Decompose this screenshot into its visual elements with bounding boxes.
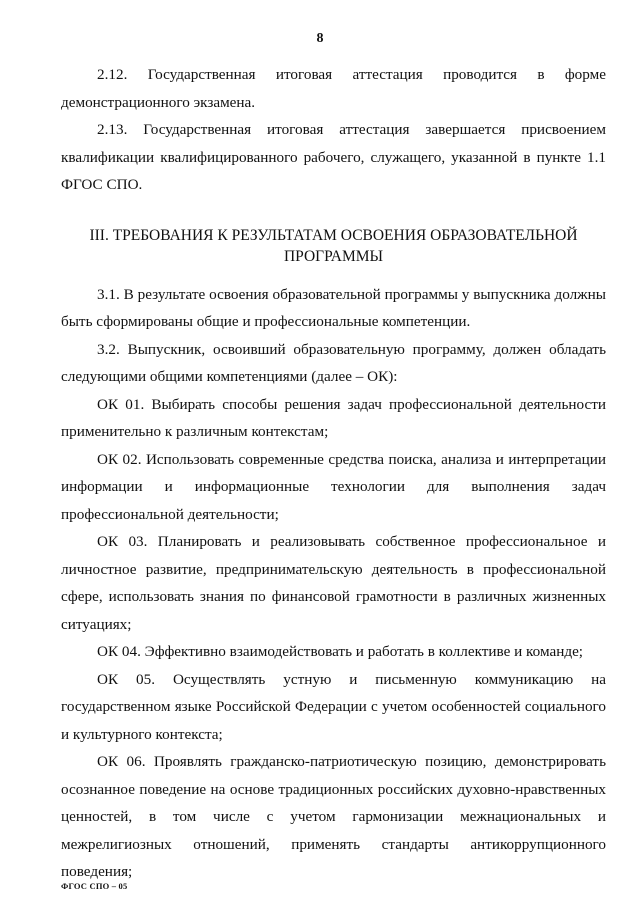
paragraph-3-1: 3.1. В результате освоения образовательной программы у выпускника должны быть сформированы общие и профессиональные компетенции. [61,285,606,330]
section-heading: III. ТРЕБОВАНИЯ К РЕЗУЛЬТАТАМ ОСВОЕНИЯ ОБРАЗОВАТЕЛЬНОЙ ПРОГРАММЫ [89,226,578,265]
page-number: 8 [316,31,324,46]
paragraph-3-2: 3.2. Выпускник, освоивший образовательную программу, должен обладать следующими общими компетенциями (далее – ОК): [61,340,606,385]
competency-ok-05: ОК 05. Осуществлять устную и письменную коммуникацию на государственном языке Российской Федерации с учетом особенностей социального и культурного контекста; [61,670,606,743]
document-body [61,61,606,886]
footer-doc-code: ФГОС СПО – 05 [61,881,128,891]
competency-ok-03: ОК 03. Планировать и реализовывать собственное профессиональное и личностное развитие, предпринимательскую деятельность в профессиональной сфере, использовать знания по финансовой грамотности в различных жизненных ситуациях; [61,533,606,633]
competency-ok-01: ОК 01. Выбирать способы решения задач профессиональной деятельности применительно к различным контекстам; [61,395,606,440]
competency-ok-04: ОК 04. Эффективно взаимодействовать и работать в коллективе и команде; [97,643,584,660]
competency-ok-06: ОК 06. Проявлять гражданско-патриотическую позицию, демонстрировать осознанное поведение на основе традиционных российских духовно-нравственных ценностей, в том числе с учетом гармонизации межнациональных и межрелигиозных отношений, применять стандарты антикоррупционного поведения; [61,753,606,880]
paragraph-2-13: 2.13. Государственная итоговая аттестация завершается присвоением квалификации квалифицированного рабочего, служащего, указанной в пункте 1.1 ФГОС СПО. [61,121,606,193]
paragraph-2-12: 2.12. Государственная итоговая аттестация проводится в форме демонстрационного экзамена. [61,66,606,111]
competency-ok-02: ОК 02. Использовать современные средства поиска, анализа и интерпретации информации и информационные технологии для выполнения задач профессиональной деятельности; [61,450,606,523]
